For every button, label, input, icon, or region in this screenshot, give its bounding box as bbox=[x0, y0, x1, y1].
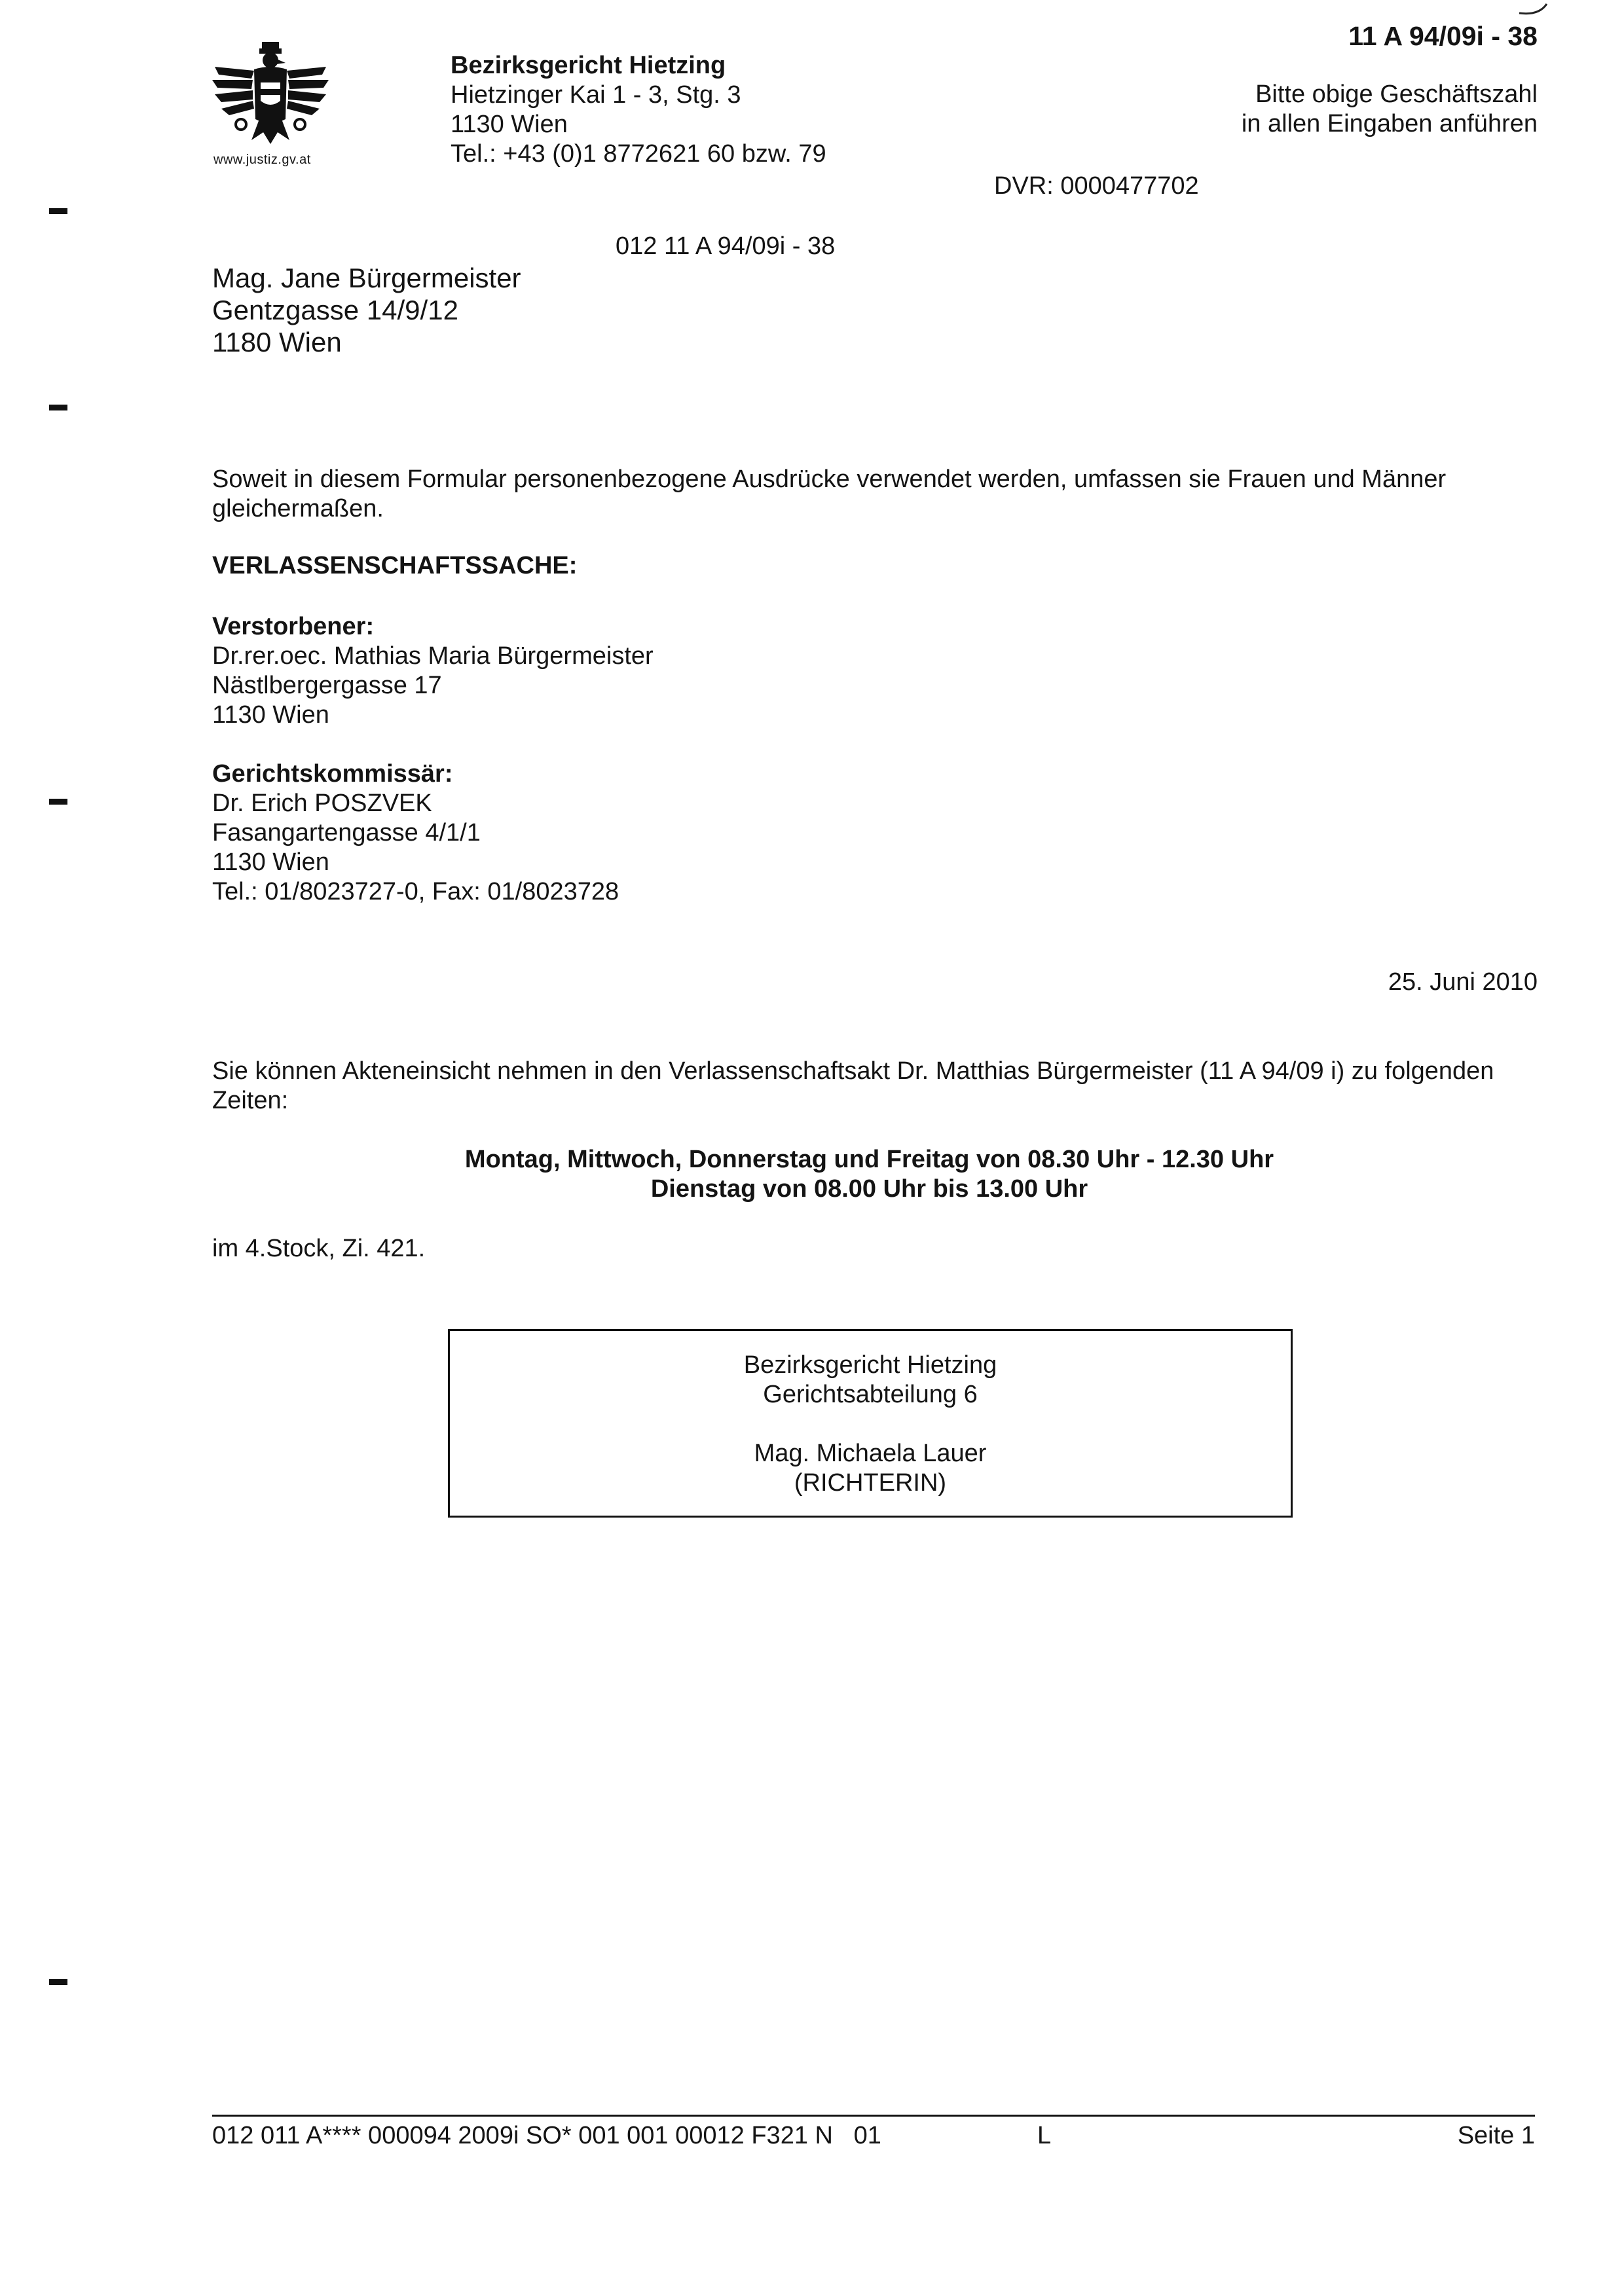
hours-line: Montag, Mittwoch, Donnerstag und Freitag von 08.30 Uhr - 12.30 Uhr bbox=[464, 1146, 1274, 1173]
opening-hours bbox=[0, 1145, 1624, 1204]
logo-url: www.justiz.gv.at bbox=[213, 153, 311, 167]
signature-department: Gerichtsabteilung 6 bbox=[763, 1381, 978, 1408]
case-number-note bbox=[1242, 80, 1538, 139]
court-street: Hietzinger Kai 1 - 3, Stg. 3 bbox=[451, 81, 741, 109]
deceased-section bbox=[212, 612, 654, 730]
court-phone: Tel.: +43 (0)1 8772621 60 bzw. 79 bbox=[451, 140, 826, 168]
deceased-heading: Verstorbener: bbox=[212, 613, 375, 640]
page-number: Seite 1 bbox=[1457, 2122, 1535, 2149]
commissioner-street: Fasangartengasse 4/1/1 bbox=[212, 819, 481, 847]
case-number-note-line: Bitte obige Geschäftszahl bbox=[1255, 81, 1538, 108]
margin-mark bbox=[49, 405, 67, 410]
case-heading: VERLASSENSCHAFTSSACHE: bbox=[212, 552, 578, 579]
gender-note: Soweit in diesem Formular personenbezogene Ausdrücke verwendet werden, umfassen sie Frauen und Männer gleichermaßen. bbox=[212, 465, 1447, 522]
court-logo bbox=[208, 41, 333, 172]
room-location: im 4.Stock, Zi. 421. bbox=[212, 1235, 426, 1262]
deceased-name: Dr.rer.oec. Mathias Maria Bürgermeister bbox=[212, 642, 654, 670]
deceased-street: Nästlbergergasse 17 bbox=[212, 672, 442, 699]
commissioner-name: Dr. Erich POSZVEK bbox=[212, 790, 432, 817]
recipient-name: Mag. Jane Bürgermeister bbox=[212, 263, 521, 293]
commissioner-heading: Gerichtskommissär: bbox=[212, 760, 453, 788]
footer-mark: L bbox=[1037, 2122, 1052, 2149]
body-text: Sie können Akteneinsicht nehmen in den Verlassenschaftsakt Dr. Matthias Bürgermeister (11 A 94/09 i) zu folgenden Zeiten: bbox=[212, 1057, 1494, 1114]
signature-box bbox=[448, 1329, 1293, 1518]
recipient-city: 1180 Wien bbox=[212, 327, 342, 357]
signature-judge: Mag. Michaela Lauer bbox=[754, 1440, 987, 1467]
court-name: Bezirksgericht Hietzing bbox=[451, 52, 726, 79]
case-number: 11 A 94/09i - 38 bbox=[1348, 21, 1538, 51]
recipient-address bbox=[212, 262, 521, 358]
margin-mark bbox=[49, 208, 67, 214]
recipient-street: Gentzgasse 14/9/12 bbox=[212, 295, 458, 325]
handwritten-stroke bbox=[1506, 0, 1559, 20]
dvr-number: DVR: 0000477702 bbox=[994, 172, 1199, 200]
commissioner-contact: Tel.: 01/8023727-0, Fax: 01/8023728 bbox=[212, 878, 619, 905]
case-number-note-line: in allen Eingaben anführen bbox=[1241, 110, 1538, 137]
margin-mark bbox=[49, 799, 67, 805]
commissioner-city: 1130 Wien bbox=[212, 848, 329, 876]
footer-code: 012 011 A**** 000094 2009i SO* 001 001 00012 F321 N 01 bbox=[212, 2122, 881, 2149]
footer-rule bbox=[212, 2115, 1535, 2117]
deceased-city: 1130 Wien bbox=[212, 701, 329, 729]
court-address bbox=[451, 51, 826, 169]
court-city: 1130 Wien bbox=[451, 111, 568, 138]
hours-line: Dienstag von 08.00 Uhr bis 13.00 Uhr bbox=[650, 1175, 1088, 1203]
signature-court: Bezirksgericht Hietzing bbox=[743, 1351, 997, 1379]
commissioner-section bbox=[212, 759, 619, 907]
margin-mark bbox=[49, 1979, 67, 1985]
signature-role: (RICHTERIN) bbox=[794, 1469, 947, 1497]
internal-reference: 012 11 A 94/09i - 38 bbox=[616, 232, 836, 260]
austrian-eagle-icon bbox=[208, 41, 333, 151]
letter-date: 25. Juni 2010 bbox=[1388, 968, 1538, 996]
